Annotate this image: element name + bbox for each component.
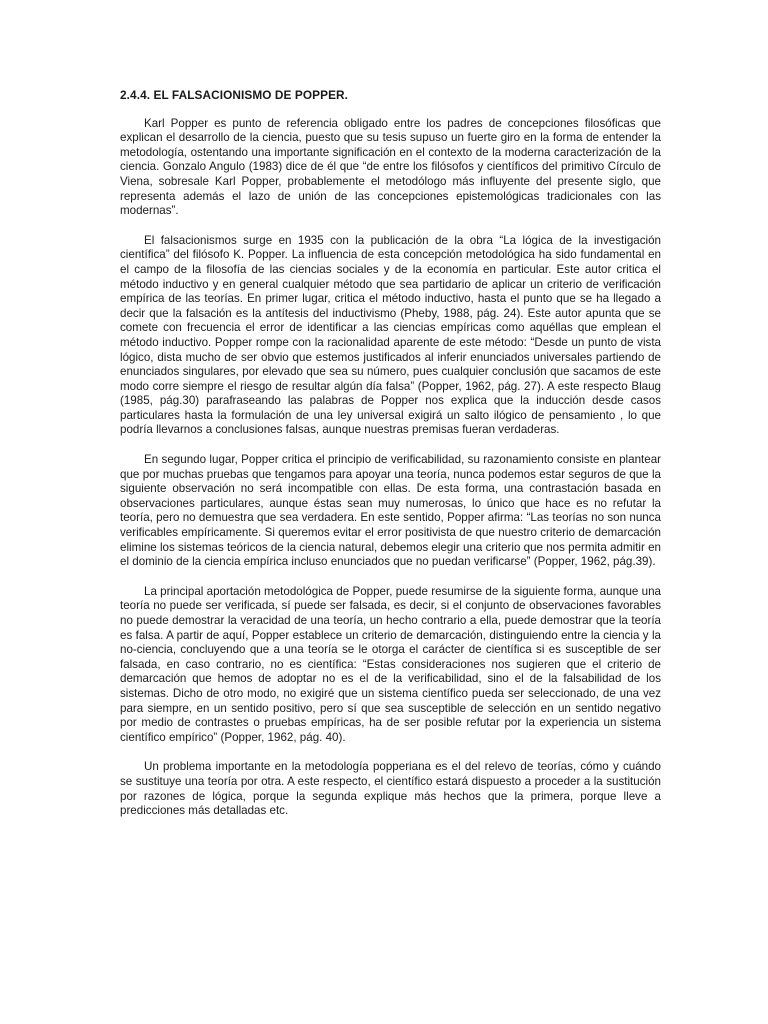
section-heading: 2.4.4. EL FALSACIONISMO DE POPPER.	[120, 88, 349, 102]
paragraph-relevo-teorias: Un problema importante en la metodología popperiana es el del relevo de teorías, cómo y cuándo se sustituye una teoría por otra. A este respecto, el científico estará dispuesto a proceder a la sustitución por razones de lógica, porque la segunda explique más hechos que la primera, porque lleve a predicciones más detalladas etc.	[120, 760, 661, 818]
paragraph-aportacion-metodologica: La principal aportación metodológica de Popper, puede resumirse de la siguiente forma, aunque una teoría no puede ser verificada, sí puede ser falsada, es decir, si el conjunto de observaciones favorables no puede demostrar la veracidad de una teoría, un hecho contrario a ella, puede demostrar que la teoría es falsa. A partir de aquí, Popper establece un criterio de demarcación, distinguiendo entre la ciencia y la no-ciencia, concluyendo que a una teoría se le otorga el carácter de científica si es susceptible de ser falsada, en caso contrario, no es científica: “Estas consideraciones nos sugieren que el criterio de demarcación que hemos de adoptar no es el de la verificabilidad, sino el de la falsabilidad de los sistemas. Dicho de otro modo, no exigiré que un sistema científico pueda ser seleccionado, de una vez para siempre, en un sentido positivo, pero sí que sea susceptible de selección en un sentido negativo por medio de contrastes o pruebas empíricas, ha de ser posible refutar por la experiencia un sistema científico empírico” (Popper, 1962, pág. 40).	[120, 584, 661, 744]
paragraph-falsacionismo-origin: El falsacionismos surge en 1935 con la publicación de la obra “La lógica de la investigación científica” del filósofo K. Popper. La influencia de esta concepción metodológica ha sido fundamental en el campo de la filosofía de las ciencias sociales y de la economía en particular. Este autor critica el método inductivo y en general cualquier método que sea partidario de aplicar un criterio de verificación empírica de las teorías. En primer lugar, critica el método inductivo, hasta el punto que se ha llegado a decir que la falsación es la antítesis del inductivismo (Pheby, 1988, pág. 24). Este autor apunta que se comete con frecuencia el error de identificar a las ciencias empíricas como aquéllas que emplean el método inductivo. Popper rompe con la racionalidad aparente de este método: “Desde un punto de vista lógico, dista mucho de ser obvio que estemos justificados al inferir enunciados universales partiendo de enunciados singulares, por elevado que sea su número, pues cualquier conclusión que sacamos de este modo corre siempre el riesgo de resultar algún día falsa” (Popper, 1962, pág. 27). A este respecto Blaug (1985, pág.30) parafraseando las palabras de Popper nos explica que la inducción desde casos particulares hasta la formulación de una ley universal exigirá un salto ilógico de pensamiento , lo que podría llevarnos a conclusiones falsas, aunque nuestras premisas fueran verdaderas.	[120, 233, 661, 437]
paragraph-intro-popper: Karl Popper es punto de referencia obligado entre los padres de concepciones filosóficas que explican el desarrollo de la ciencia, puesto que su tesis supuso un fuerte giro en la forma de entender la metodología, ostentando una importante significación en el contexto de la moderna caracterización de la ciencia. Gonzalo Angulo (1983) dice de él que “de entre los filósofos y científicos del primitivo Círculo de Viena, sobresale Karl Popper, probablemente el metodólogo más influyente del presente siglo, que representa además el lazo de unión de las concepciones epistemológicas tradicionales con las modernas”.	[120, 116, 661, 218]
paragraph-verificabilidad: En segundo lugar, Popper critica el principio de verificabilidad, su razonamiento consiste en plantear que por muchas pruebas que tengamos para apoyar una teoría, nunca podemos estar seguros de que la siguiente observación no será incompatible con ellas. De esta forma, una contrastación basada en observaciones particulares, aunque éstas sean muy numerosas, lo único que hace es no refutar la teoría, pero no demuestra que sea verdadera. En este sentido, Popper afirma: “Las teorías no son nunca verificables empíricamente. Si queremos evitar el error positivista de que nuestro criterio de demarcación elimine los sistemas teóricos de la ciencia natural, debemos elegir una criterio que nos permita admitir en el dominio de la ciencia empírica incluso enunciados que no puedan verificarse” (Popper, 1962, pág.39).	[120, 453, 661, 569]
document-page	[120, 88, 661, 834]
